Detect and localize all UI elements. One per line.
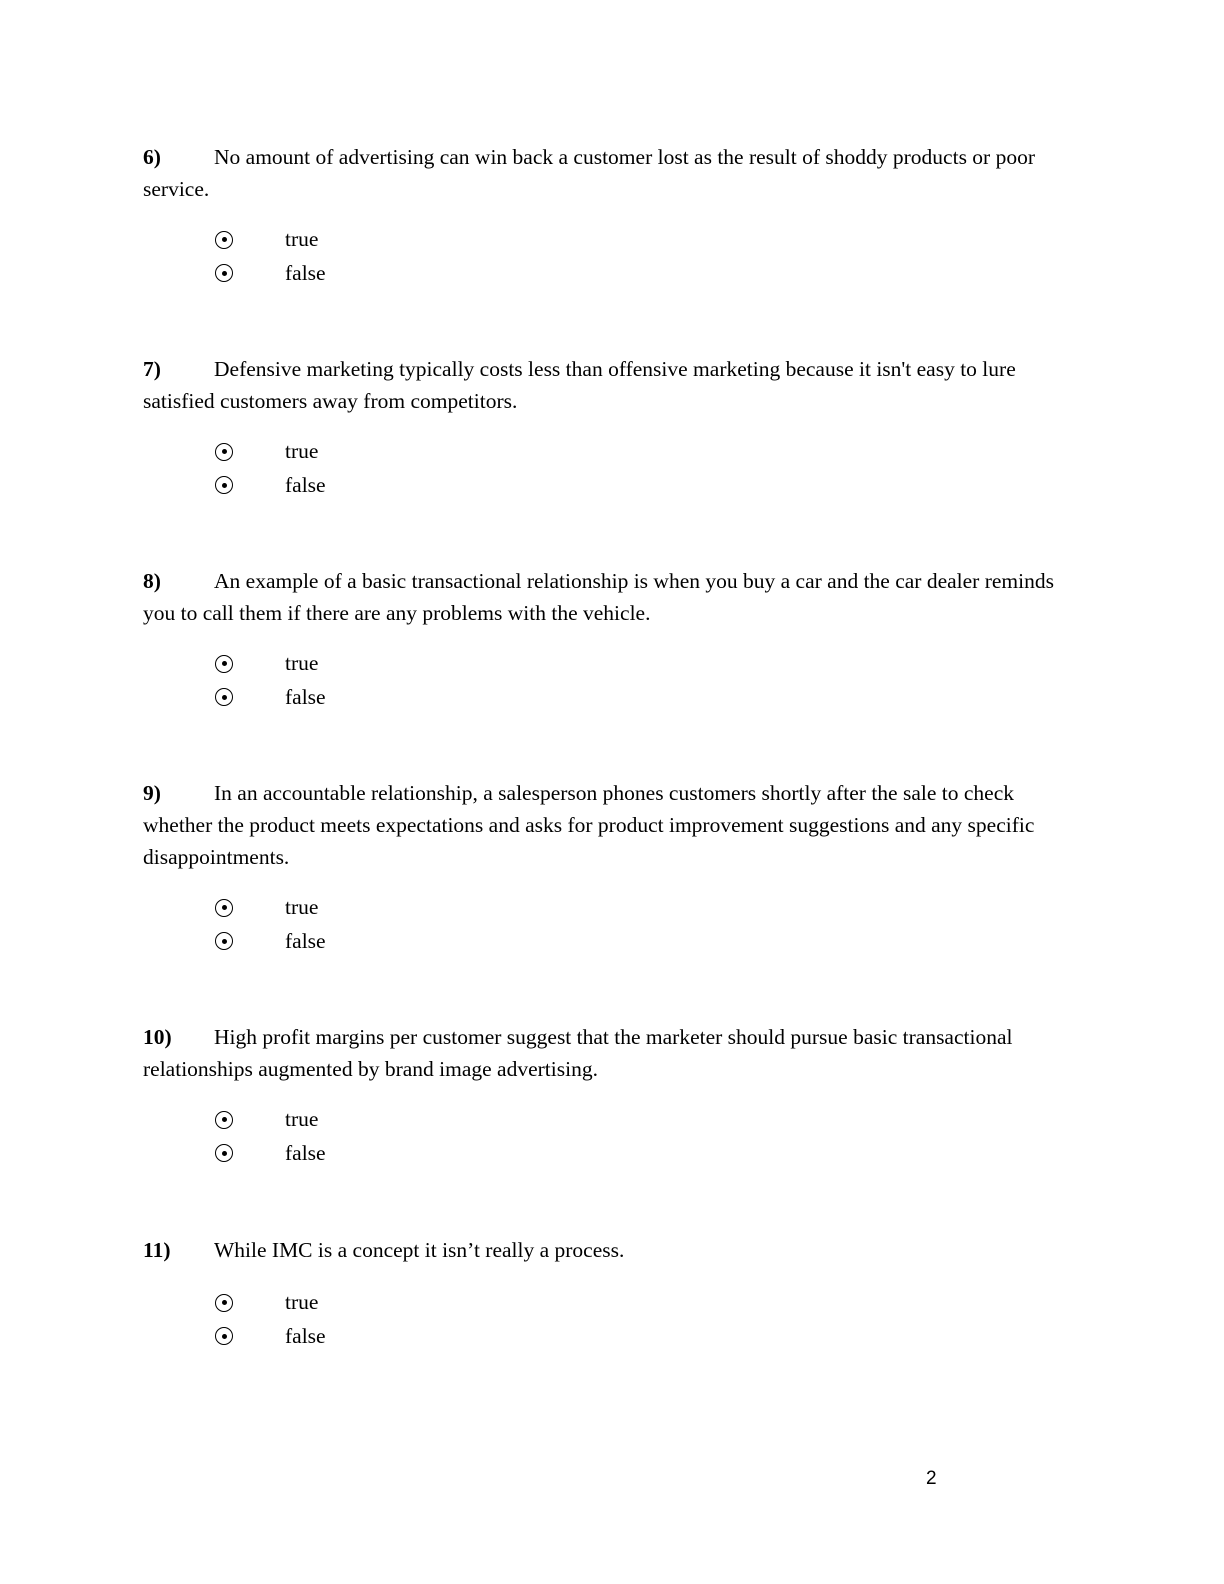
answer-options	[143, 1103, 1083, 1170]
question-number: 9)	[143, 781, 161, 805]
radio-icon[interactable]	[215, 231, 233, 249]
question-number: 11)	[143, 1238, 171, 1262]
answer-options	[143, 1286, 1083, 1353]
question-10	[143, 1021, 1083, 1170]
answer-options	[143, 891, 1083, 958]
question-text: 6) No amount of advertising can win back a customer lost as the result of shoddy products or poor service.	[143, 141, 1083, 205]
radio-icon[interactable]	[215, 1144, 233, 1162]
option-true[interactable]: true	[215, 435, 1083, 469]
radio-icon[interactable]	[215, 932, 233, 950]
option-false[interactable]: false	[215, 681, 1083, 715]
question-text: 10) High profit margins per customer suggest that the marketer should pursue basic transactional relationships augmented by brand image advertising.	[143, 1021, 1083, 1085]
question-7	[143, 353, 1083, 502]
question-number: 6)	[143, 145, 161, 169]
radio-icon[interactable]	[215, 264, 233, 282]
question-number: 7)	[143, 357, 161, 381]
radio-icon[interactable]	[215, 476, 233, 494]
option-false[interactable]: false	[215, 1320, 1083, 1354]
question-number: 8)	[143, 569, 161, 593]
question-text: 11) While IMC is a concept it isn’t really a process.	[143, 1234, 1083, 1266]
radio-icon[interactable]	[215, 1294, 233, 1312]
option-false[interactable]: false	[215, 257, 1083, 291]
radio-icon[interactable]	[215, 1327, 233, 1345]
option-false[interactable]: false	[215, 1137, 1083, 1171]
question-text: 7) Defensive marketing typically costs less than offensive marketing because it isn't easy to lure satisfied customers away from competitors.	[143, 353, 1083, 417]
radio-icon[interactable]	[215, 1111, 233, 1129]
radio-icon[interactable]	[215, 443, 233, 461]
question-8	[143, 565, 1083, 714]
option-true[interactable]: true	[215, 223, 1083, 257]
option-true[interactable]: true	[215, 1103, 1083, 1137]
option-true[interactable]: true	[215, 1286, 1083, 1320]
question-6	[143, 141, 1083, 290]
radio-icon[interactable]	[215, 688, 233, 706]
option-false[interactable]: false	[215, 925, 1083, 959]
option-true[interactable]: true	[215, 891, 1083, 925]
page-number: 2	[926, 1468, 937, 1489]
answer-options	[143, 435, 1083, 502]
radio-icon[interactable]	[215, 655, 233, 673]
question-text: 9) In an accountable relationship, a salesperson phones customers shortly after the sale to check whether the product meets expectations and asks for product improvement suggestions and any specific disappointments.	[143, 777, 1083, 873]
question-9	[143, 777, 1083, 958]
answer-options	[143, 223, 1083, 290]
option-false[interactable]: false	[215, 469, 1083, 503]
question-11	[143, 1234, 1083, 1353]
question-number: 10)	[143, 1025, 172, 1049]
answer-options	[143, 647, 1083, 714]
question-text: 8) An example of a basic transactional relationship is when you buy a car and the car dealer reminds you to call them if there are any problems with the vehicle.	[143, 565, 1083, 629]
option-true[interactable]: true	[215, 647, 1083, 681]
radio-icon[interactable]	[215, 899, 233, 917]
